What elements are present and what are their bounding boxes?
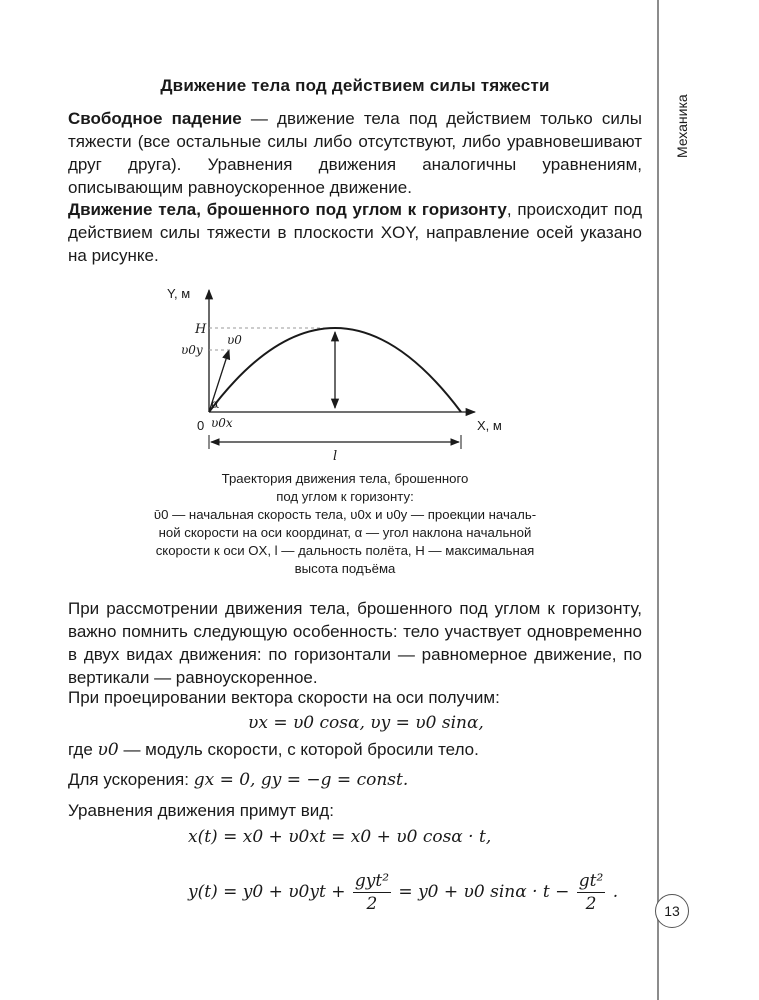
figure-caption [110,470,580,578]
x-motion-formula: x(t) = x0 + υ0xt = x0 + υ0 cosα · t, [188,827,492,847]
acceleration-line [68,768,408,792]
y-axis-label: Y, м [167,286,191,301]
y-formula-mid: = y0 + υ0 sinα · t − [398,882,570,902]
caption-line: под углом к горизонту: [276,489,414,504]
alpha-label: α [211,397,220,411]
section-label: Механика [674,94,690,158]
caption-line: Траектория движения тела, брошенного [221,471,469,486]
origin-label: 0 [197,418,205,433]
free-fall-definition: — движение тела под действием только силы тяжести (все остальные силы либо отсутствуют, либо уравновешивают друг друга). Уравнения движения аналогичны уравнениям, описывающим равноускоренное движение. [68,109,642,197]
y-motion-formula [188,870,618,915]
acceleration-prefix: Для ускорения: [68,770,189,789]
margin-divider [657,0,659,1000]
fraction-gy-denominator: 2 [366,894,378,914]
caption-line: скорости к оси OX, l — дальность полёта, H — максимальная [155,543,535,558]
equations-intro: Уравнения движения примут вид: [68,801,334,820]
caption-line: ной скорости на оси координат, α — угол наклона начальной [158,525,532,540]
x-axis-label: X, м [477,418,502,433]
fraction-g-denominator: 2 [585,894,597,914]
trajectory-figure [167,280,535,470]
paragraph-free-fall [68,107,642,199]
projectile-definition: , происходит под действием силы тяжести в плоскости XOY, направление осей указано на рисунке. [68,200,642,265]
caption-line: высота подъёма [294,561,396,576]
term-free-fall: Свободное падение [68,109,242,128]
where-prefix: где [68,740,93,759]
caption-line: ῡ0 — начальная скорость тела, υ0x и υ0y — проекции началь- [153,507,537,522]
paragraph-projectile [68,198,642,267]
v0y-label: υ0y [181,343,203,357]
fraction-g [577,870,606,915]
v0-label: υ0 [227,333,242,347]
term-projectile: Движение тела, брошенного под углом к горизонту [68,200,507,219]
v0x-label: υ0x [211,416,233,430]
fraction-g-numerator: gt² [578,871,604,891]
section-heading: Движение тела под действием силы тяжести [160,76,550,95]
h-label: H [195,322,207,337]
fraction-gy [353,870,391,915]
y-formula-left: y(t) = y0 + υ0yt + [188,882,346,902]
velocity-projection-formula: υx = υ0 cosα, υy = υ0 sinα, [248,713,484,733]
paragraph-motion-note: При рассмотрении движения тела, брошенного под углом к горизонту, важно помнить следующую особенность: тело участвует одновременно в двух видах движения: по горизонтали — равномерное движение, по вертикали — равноускоренное. [68,599,642,687]
acceleration-formula: gx = 0, gy = −g = const. [193,770,409,790]
page-number: 13 [655,894,689,928]
where-symbol: υ0 [97,740,119,760]
fraction-gy-numerator: gyt² [354,871,390,891]
paragraph-projection: При проецировании вектора скорости на оси получим: [68,688,500,707]
where-line [68,738,479,762]
range-label: l [333,449,338,464]
y-formula-end: . [612,882,619,902]
where-suffix: — модуль скорости, с которой бросили тело. [123,740,479,759]
